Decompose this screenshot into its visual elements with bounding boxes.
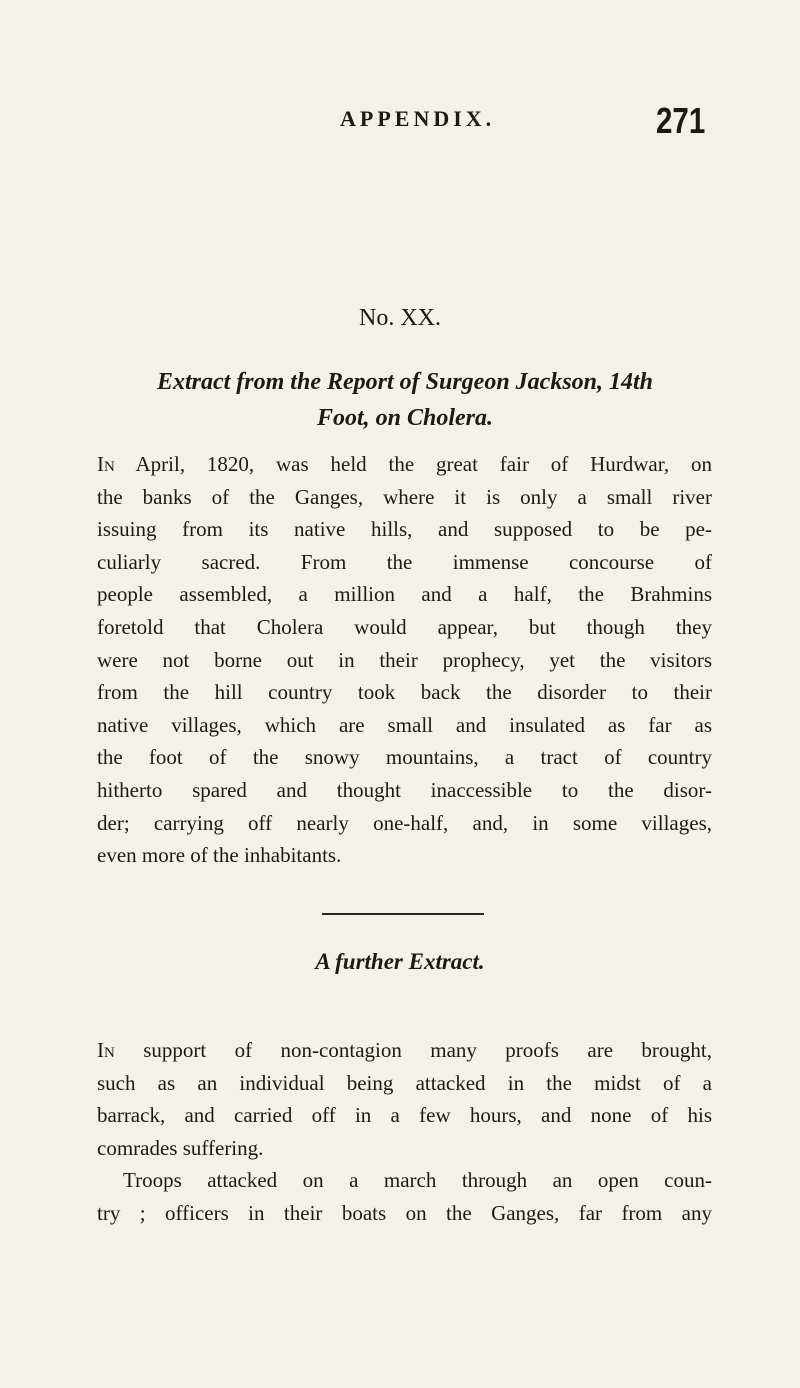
running-title: APPENDIX. — [340, 106, 496, 131]
text-line: such as an individual being attacked in the midst of a — [97, 1070, 712, 1095]
text-line: even more of the inhabitants. — [97, 843, 342, 868]
text-line: the foot of the snowy mountains, a tract of country — [97, 745, 712, 770]
text-line: In support of non-contagion many proofs are brought, — [97, 1038, 712, 1062]
paragraph-hurdwar-fair — [97, 448, 712, 872]
text-line: culiarly sacred. From the immense concourse of — [97, 549, 712, 574]
text-line: der; carrying off nearly one-half, and, in some villages, — [97, 810, 712, 835]
text-line: hitherto spared and thought inaccessible to the disor- — [97, 777, 712, 802]
section-number: No. XX. — [359, 305, 441, 331]
text-line: native villages, which are small and insulated as far as — [97, 712, 712, 737]
text-line: Troops attacked on a march through an open coun- — [123, 1168, 712, 1193]
page-number: 271 — [656, 100, 706, 141]
section-title — [98, 364, 712, 436]
section-divider — [322, 913, 484, 915]
text-line: foretold that Cholera would appear, but though they — [97, 614, 712, 639]
text-line: people assembled, a million and a half, the Brahmins — [97, 582, 712, 607]
text-line: the banks of the Ganges, where it is only a small river — [97, 484, 712, 509]
text-line: issuing from its native hills, and supposed to be pe- — [97, 517, 712, 542]
lead-word: In — [97, 452, 115, 476]
text-line: barrack, and carried off in a few hours, and none of his — [97, 1103, 712, 1128]
text-line: were not borne out in their prophecy, yet the visitors — [97, 647, 712, 672]
section-title-line-2: Foot, on Cholera. — [316, 405, 494, 431]
text-line: comrades suffering. — [97, 1135, 264, 1160]
text-line: try ; officers in their boats on the Ganges, far from any — [97, 1200, 712, 1225]
paragraph-non-contagion — [97, 1034, 712, 1230]
section-title-line-1: Extract from the Report of Surgeon Jackson, 14th — [156, 369, 654, 395]
text-line: from the hill country took back the disorder to their — [97, 680, 712, 705]
running-head — [0, 100, 800, 140]
subsection-title: A further Extract. — [315, 949, 485, 974]
lead-word: In — [97, 1038, 115, 1062]
text-line: In April, 1820, was held the great fair of Hurdwar, on — [97, 452, 712, 476]
